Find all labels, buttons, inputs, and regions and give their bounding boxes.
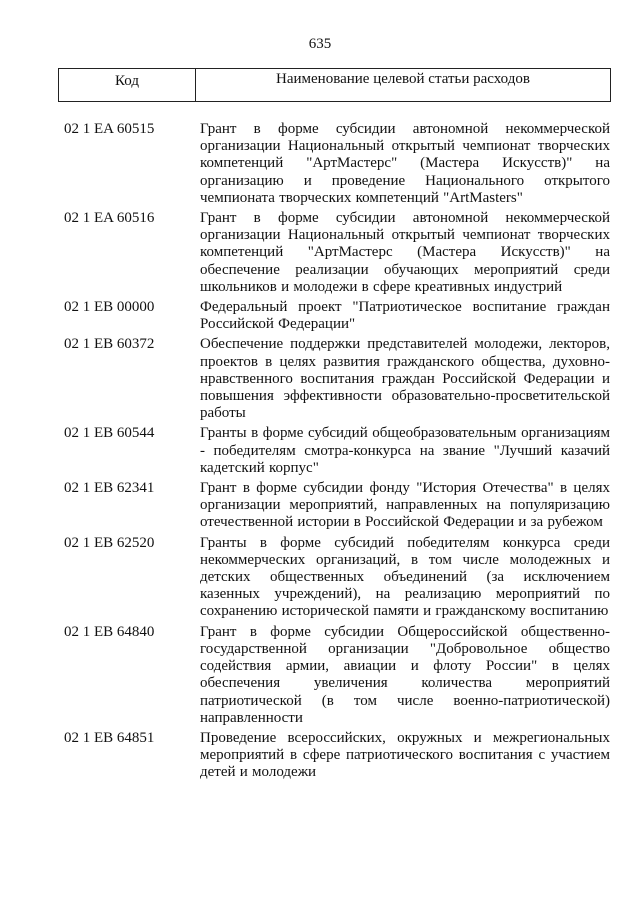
row-code: 02 1 EB 00000 [64, 299, 155, 316]
row-description: Гранты в форме субсидий общеобразовательным организациям - победителям смотра-конкурса на звание "Лучший казачий кадетский корпус" [200, 425, 610, 476]
table-row [64, 299, 610, 333]
row-code: 02 1 EB 60372 [64, 336, 155, 353]
row-code: 02 1 EB 64840 [64, 623, 155, 640]
table-row [64, 730, 610, 782]
row-code: 02 1 EB 62341 [64, 480, 155, 497]
row-description: Грант в форме субсидии Общероссийской общественно-государственной организации "Добровольное общество содействия армии, авиации и флоту России" в целях обеспечения увеличения количества мероприятий патриотической (в том числе военно-патриотической) направленности [200, 623, 610, 726]
row-description: Грант в форме субсидии фонду "История Отечества" в целях организации мероприятий, направленных на популяризацию отечественной истории в Российской Федерации и за рубежом [200, 480, 610, 531]
row-description: Грант в форме субсидии автономной некоммерческой организации Национальный открытый чемпионат творческих компетенций "АртМастерс (Мастера Искусств)" на обеспечение реализации обучающих мероприятий среди школьников и молодежи в сфере креативных индустрий [200, 210, 610, 295]
header-name-column: Наименование целевой статьи расходов [276, 71, 530, 87]
row-code: 02 1 EB 64851 [64, 729, 155, 746]
row-description: Гранты в форме субсидий победителям конкурса среди некоммерческих организаций, в том числе молодежных и детских общественных объединений (за исключением казенных учреждений), на реализацию мероприятий по сохранению исторической памяти и гражданскому воспитанию [200, 534, 610, 620]
page-number: 635 [308, 36, 332, 52]
table-row [64, 121, 610, 207]
table-header [58, 68, 611, 102]
table-row [64, 210, 610, 296]
table-row [64, 535, 610, 621]
expense-items-list [64, 121, 610, 785]
table-row [64, 425, 610, 477]
row-code: 02 1 EA 60516 [64, 210, 155, 227]
table-row [64, 336, 610, 422]
row-description: Обеспечение поддержки представителей молодежи, лекторов, проектов в целях развития гражданского общества, духовно-нравственного воспитания граждан Российской Федерации и повышения эффективности образовательно-просветительской работы [200, 336, 610, 422]
row-description: Грант в форме субсидии автономной некоммерческой организации Национальный открытый чемпионат творческих компетенций "АртМастерс" (Мастера Искусств)" на организацию и проведение Национального открытого чемпионата творческих компетенций "ArtMasters" [200, 121, 610, 206]
row-description: Федеральный проект "Патриотическое воспитание граждан Российской Федерации" [200, 299, 610, 333]
row-description: Проведение всероссийских, окружных и межрегиональных мероприятий в сфере патриотического воспитания с участием детей и молодежи [200, 729, 610, 781]
header-code-column: Код [59, 69, 196, 101]
row-code: 02 1 EA 60515 [64, 121, 155, 137]
row-code: 02 1 EB 60544 [64, 425, 155, 442]
table-row [64, 480, 610, 532]
table-row [64, 624, 610, 727]
row-code: 02 1 EB 62520 [64, 534, 155, 551]
